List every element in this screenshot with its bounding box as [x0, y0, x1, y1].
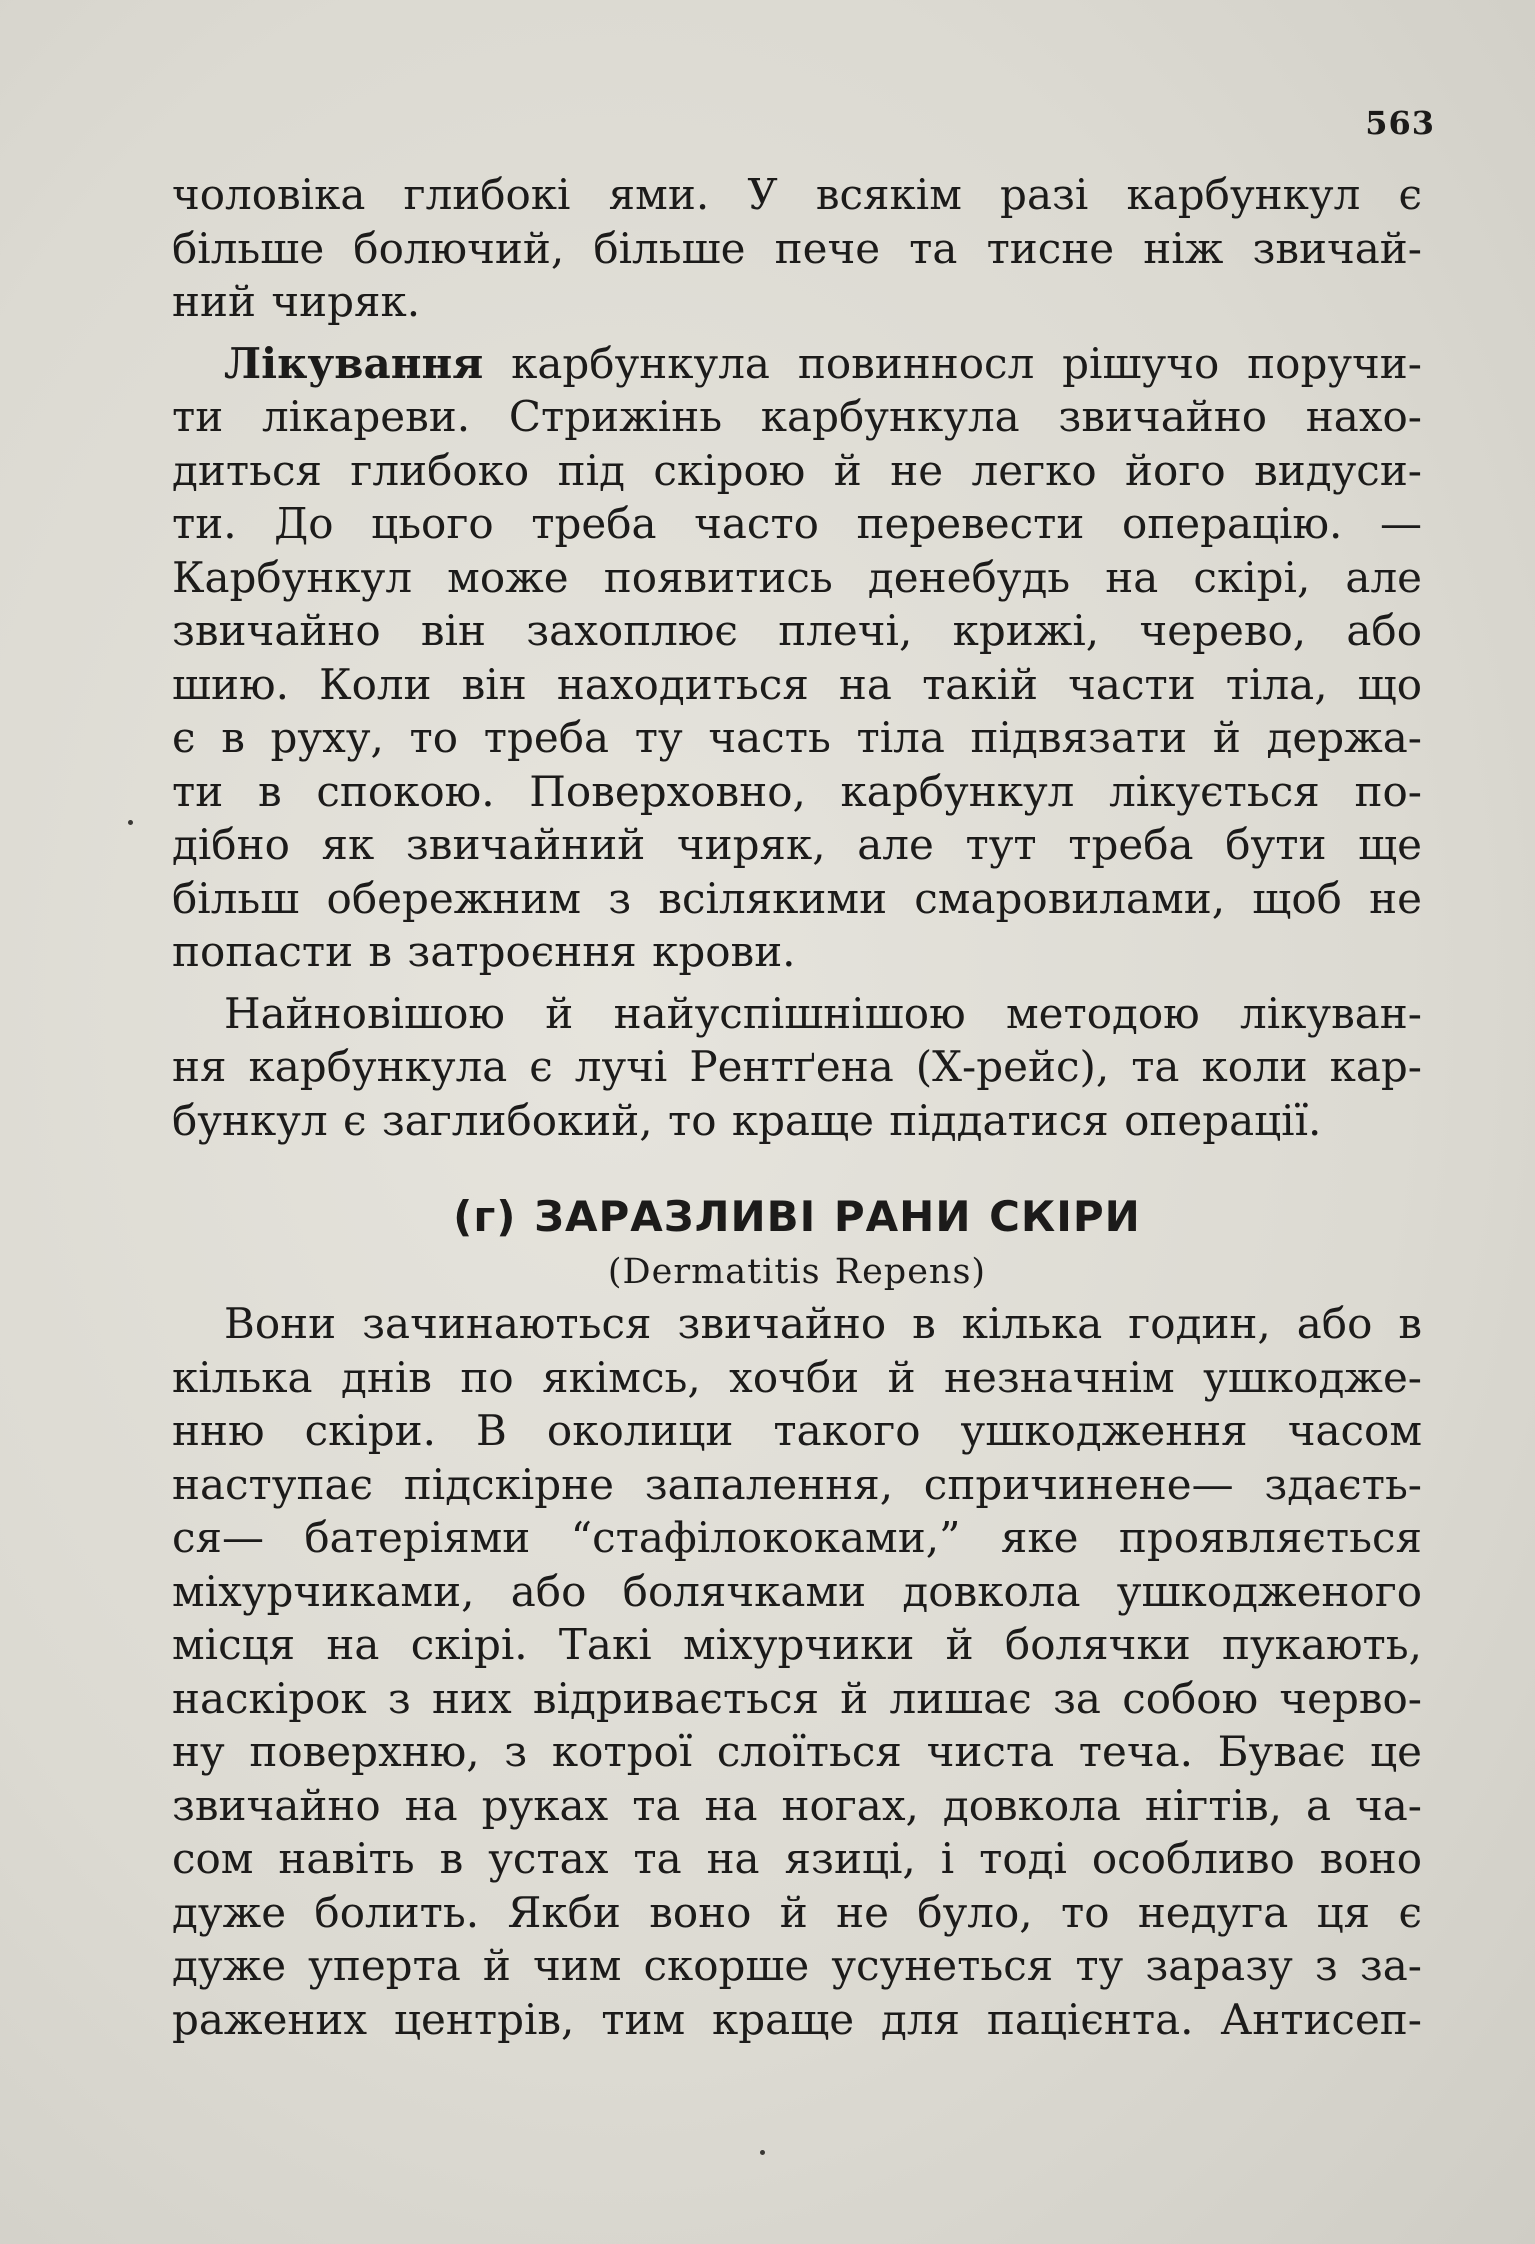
text-line: диться глибоко під скірою й не легко його видуси-	[172, 445, 1422, 495]
text-line: наступає підскірне запалення, спричинене— здаєть-	[172, 1459, 1422, 1509]
text-line: є в руху, то треба ту часть тіла підвязати й держа-	[172, 713, 1422, 762]
section-subtitle: (Dermatitis Repens)	[607, 1252, 987, 1292]
paragraph-2	[172, 337, 1422, 979]
text-line: наскірок з них відривається й лишає за собою червo-	[172, 1673, 1422, 1723]
text-line: ражених центрів, тим краще для пацієнта. Антисеп-	[172, 1994, 1422, 2044]
text-line: звичайно він захоплює плечі, крижі, черево, або	[172, 606, 1422, 655]
text-line: ний чиряк.	[172, 277, 421, 326]
text-line: кілька днів по якімсь, хочби й незначнім ушкодже-	[172, 1352, 1422, 1402]
body-text	[172, 168, 1422, 2046]
text-line: Карбункул може появитись денебудь на скірі, але	[172, 552, 1422, 602]
text-line: міхурчиками, або болячками довкола ушкодженого	[172, 1566, 1422, 1616]
paper-speck	[128, 820, 133, 825]
text-line: дуже уперта й чим скорше усунеться ту заразу з за-	[172, 1941, 1422, 1990]
text-line: дуже болить. Якби воно й не було, то недуга ця є	[172, 1887, 1422, 1937]
text-line: шию. Коли він находиться на такій части тіла, що	[172, 659, 1422, 709]
text-fragment: карбункула повинносл рішучо поручи-	[483, 338, 1422, 388]
text-line: більше болючий, більше пече та тисне ніж звичай-	[172, 223, 1422, 273]
paragraph-4	[172, 1297, 1422, 2046]
text-line: ся— батеріями “стафілококами,” яке проявляється	[172, 1513, 1422, 1562]
text-line: Вони зачинаються звичайно в кілька годин, або в	[224, 1299, 1422, 1348]
text-line: дібно як звичайний чиряк, але тут треба бути ще	[172, 820, 1422, 869]
text-line: сом навіть в устах та на язиці, і тоді особливо воно	[172, 1834, 1422, 1883]
text-line: місця на скірі. Такі міхурчики й болячки пукають,	[172, 1620, 1422, 1669]
text-line: чоловіка глибокі ями. У всякім разі карбункул є	[172, 170, 1422, 219]
paragraph-3	[172, 987, 1422, 1148]
page-number: 563	[1365, 104, 1435, 142]
paragraph-1	[172, 168, 1422, 329]
text-line: попасти в затроєння крови.	[172, 927, 796, 976]
text-line: ти в спокою. Поверховно, карбункул лікується по-	[172, 766, 1422, 816]
text-line: нню скіри. В околици такого ушкодження часом	[172, 1406, 1422, 1455]
bold-term: Лікування	[224, 338, 484, 388]
text-line: ня карбункула є лучі Рентґена (Х-рейс), та коли кар-	[172, 1042, 1422, 1091]
text-line: звичайно на руках та на ногах, довкола нігтів, а ча-	[172, 1780, 1422, 1830]
text-line: Найновішою й найуспішнішою методою лікуван-	[224, 988, 1422, 1038]
text-line	[172, 337, 1422, 391]
text-line: бункул є заглибокий, то краще піддатися операції.	[172, 1095, 1322, 1145]
paper-speck	[760, 2150, 765, 2155]
section-title: (г) ЗАРАЗЛИВІ РАНИ СКІРИ	[453, 1192, 1141, 1241]
text-line: ти лікареви. Стрижінь карбункула звичайно нахо-	[172, 392, 1422, 441]
text-line: ти. До цього треба часто перевести операцію. —	[172, 499, 1422, 548]
text-line: ну поверхню, з котрої слоїться чиста теча. Буває це	[172, 1727, 1422, 1776]
text-line: більш обережним з всілякими смаровилами, щоб не	[172, 873, 1422, 923]
